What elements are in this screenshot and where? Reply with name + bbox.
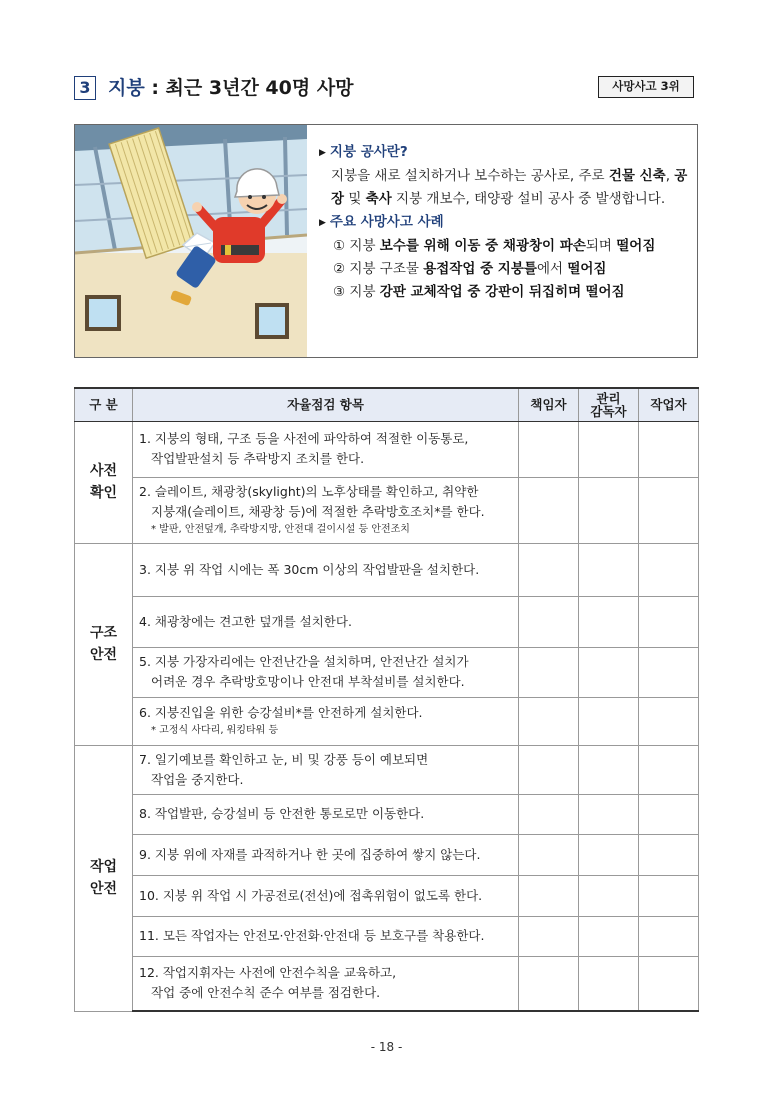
- check-cell-responsible[interactable]: [519, 745, 579, 794]
- table-row: [75, 916, 699, 956]
- check-cell-supervisor[interactable]: [579, 697, 639, 745]
- table-row: [75, 834, 699, 875]
- check-cell-responsible[interactable]: [519, 875, 579, 916]
- check-item: 6. 지붕진입을 위한 승강설비*를 안전하게 설치한다. * 고정식 사다리, 워킹타워 등: [133, 697, 519, 745]
- check-item: 1. 지붕의 형태, 구조 등을 사전에 파악하여 적절한 이동통로, 작업발판설치 등 추락방지 조치를 한다.: [133, 421, 519, 477]
- check-item: 9. 지붕 위에 자재를 과적하거나 한 곳에 집중하여 쌓지 않는다.: [133, 834, 519, 875]
- table-header-row: [75, 388, 699, 421]
- check-cell-worker[interactable]: [639, 916, 699, 956]
- check-cell-responsible[interactable]: [519, 421, 579, 477]
- check-cell-supervisor[interactable]: [579, 421, 639, 477]
- check-item: 5. 지붕 가장자리에는 안전난간을 설치하며, 안전난간 설치가 어려운 경우 추락방호망이나 안전대 부착설비를 설치한다.: [133, 647, 519, 697]
- header-items: 자율점검 항목: [133, 388, 519, 421]
- header-worker: 작업자: [639, 388, 699, 421]
- table-row: [75, 477, 699, 543]
- check-item: 12. 작업지휘자는 사전에 안전수칙을 교육하고, 작업 중에 안전수칙 준수 여부를 점검한다.: [133, 956, 519, 1011]
- check-item: 8. 작업발판, 승강설비 등 안전한 통로로만 이동한다.: [133, 794, 519, 834]
- check-cell-supervisor[interactable]: [579, 477, 639, 543]
- check-cell-responsible[interactable]: [519, 543, 579, 596]
- rank-badge: 사망사고 3위: [598, 76, 694, 98]
- category-cell: 구조 안전: [75, 543, 133, 745]
- check-item: 3. 지붕 위 작업 시에는 폭 30cm 이상의 작업발판을 설치한다.: [133, 543, 519, 596]
- check-item: 10. 지붕 위 작업 시 가공전로(전선)에 접촉위험이 없도록 한다.: [133, 875, 519, 916]
- check-cell-worker[interactable]: [639, 834, 699, 875]
- check-cell-responsible[interactable]: [519, 794, 579, 834]
- check-cell-worker[interactable]: [639, 697, 699, 745]
- table-row: [75, 421, 699, 477]
- case-item: ② 지붕 구조물 용접작업 중 지붕틀에서 떨어짐: [333, 261, 607, 277]
- header-supervisor: 관리 감독자: [579, 388, 639, 421]
- triangle-bullet-icon: ▶: [319, 148, 326, 158]
- category-cell: 사전 확인: [75, 421, 133, 543]
- triangle-bullet-icon: ▶: [319, 218, 326, 228]
- check-cell-worker[interactable]: [639, 647, 699, 697]
- check-cell-responsible[interactable]: [519, 596, 579, 647]
- section-title: [108, 74, 354, 102]
- check-cell-worker[interactable]: [639, 794, 699, 834]
- title-keyword: 지붕: [108, 77, 145, 99]
- page-number: - 18 -: [370, 1040, 403, 1054]
- check-item: 2. 슬레이트, 채광창(skylight)의 노후상태를 확인하고, 취약한 지붕재(슬레이트, 채광창 등)에 적절한 추락방호조치*를 한다. * 발판, 안전덮개, 추락방지망, 안전대 걸이시설 등 안전조치: [133, 477, 519, 543]
- checklist-table: [74, 387, 699, 1012]
- check-item: 11. 모든 작업자는 안전모·안전화·안전대 등 보호구를 착용한다.: [133, 916, 519, 956]
- cases-heading: ▶ 주요 사망사고 사례: [319, 214, 444, 230]
- header-category: 구 분: [75, 388, 133, 421]
- check-cell-supervisor[interactable]: [579, 596, 639, 647]
- check-item: 4. 채광창에는 견고한 덮개를 설치한다.: [133, 596, 519, 647]
- section-header: [74, 72, 694, 106]
- table-row: [75, 745, 699, 794]
- case-item: ③ 지붕 강판 교체작업 중 강판이 뒤집히며 떨어짐: [333, 284, 625, 300]
- check-cell-worker[interactable]: [639, 421, 699, 477]
- section-number: 3: [74, 76, 96, 100]
- table-row: [75, 794, 699, 834]
- intro-box: [74, 124, 698, 358]
- check-cell-supervisor[interactable]: [579, 956, 639, 1011]
- check-cell-responsible[interactable]: [519, 916, 579, 956]
- definition-paragraph: 지붕을 새로 설치하거나 보수하는 공사로, 주로 건물 신축, 공장 및 축사 지붕 개보수, 태양광 설비 공사 중 발생합니다.: [331, 168, 688, 207]
- check-item: 7. 일기예보를 확인하고 눈, 비 및 강풍 등이 예보되면 작업을 중지한다.: [133, 745, 519, 794]
- check-cell-worker[interactable]: [639, 477, 699, 543]
- table-row: [75, 875, 699, 916]
- check-cell-supervisor[interactable]: [579, 875, 639, 916]
- case-item: ① 지붕 보수를 위해 이동 중 채광창이 파손되며 떨어짐: [333, 238, 656, 254]
- check-cell-worker[interactable]: [639, 543, 699, 596]
- definition-heading: ▶ 지붕 공사란?: [319, 144, 408, 160]
- check-cell-responsible[interactable]: [519, 956, 579, 1011]
- check-cell-responsible[interactable]: [519, 834, 579, 875]
- header-responsible: 책임자: [519, 388, 579, 421]
- intro-text: [319, 141, 693, 304]
- worker-falling-illustration: [75, 125, 307, 357]
- check-cell-worker[interactable]: [639, 875, 699, 916]
- check-cell-supervisor[interactable]: [579, 834, 639, 875]
- check-cell-supervisor[interactable]: [579, 543, 639, 596]
- table-row: [75, 543, 699, 596]
- check-cell-supervisor[interactable]: [579, 794, 639, 834]
- check-cell-responsible[interactable]: [519, 697, 579, 745]
- check-cell-worker[interactable]: [639, 596, 699, 647]
- check-cell-worker[interactable]: [639, 745, 699, 794]
- category-cell: 작업 안전: [75, 745, 133, 1011]
- table-row: [75, 697, 699, 745]
- table-row: [75, 647, 699, 697]
- table-row: [75, 596, 699, 647]
- check-cell-responsible[interactable]: [519, 477, 579, 543]
- check-cell-supervisor[interactable]: [579, 916, 639, 956]
- title-rest: : 최근 3년간 40명 사망: [144, 77, 354, 99]
- table-row: [75, 956, 699, 1011]
- check-cell-responsible[interactable]: [519, 647, 579, 697]
- cases-list: [319, 235, 693, 304]
- check-cell-supervisor[interactable]: [579, 647, 639, 697]
- check-cell-worker[interactable]: [639, 956, 699, 1011]
- check-cell-supervisor[interactable]: [579, 745, 639, 794]
